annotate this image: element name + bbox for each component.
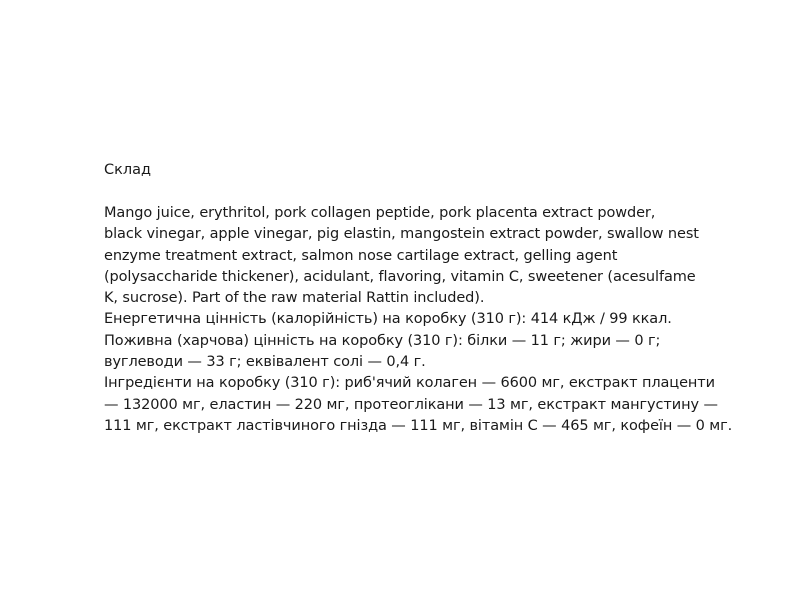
composition-line: (polysaccharide thickener), acidulant, flavoring, vitamin C, sweetener (acesulfame <box>104 268 696 285</box>
composition-line: Поживна (харчова) цінність на коробку (310 г): білки — 11 г; жири — 0 г; <box>104 332 661 349</box>
composition-line: enzyme treatment extract, salmon nose cartilage extract, gelling agent <box>104 247 618 264</box>
section-title: Склад <box>104 162 152 178</box>
composition-line: Інгредієнти на коробку (310 г): риб'ячий колаген — 6600 мг, екстракт плаценти <box>104 375 715 392</box>
composition-line: Енергетична цінність (калорійність) на коробку (310 г): 414 кДж / 99 ккал. <box>104 311 672 328</box>
composition-line: Mango juice, erythritol, pork collagen peptide, pork placenta extract powder, <box>104 205 656 221</box>
composition-line: K, sucrose). Part of the raw material Rattin included). <box>104 290 485 307</box>
composition-text <box>104 203 733 437</box>
composition-section <box>104 160 733 437</box>
composition-line: — 132000 мг, еластин — 220 мг, протеоглікани — 13 мг, екстракт мангустину — <box>104 396 718 413</box>
composition-line: 111 мг, екстракт ластівчиного гнізда — 111 мг, вітамін С — 465 мг, кофеїн — 0 мг. <box>104 417 733 434</box>
composition-line: вуглеводи — 33 г; еквівалент солі — 0,4 г. <box>104 354 426 371</box>
composition-line: black vinegar, apple vinegar, pig elastin, mangostein extract powder, swallow nest <box>104 226 699 243</box>
